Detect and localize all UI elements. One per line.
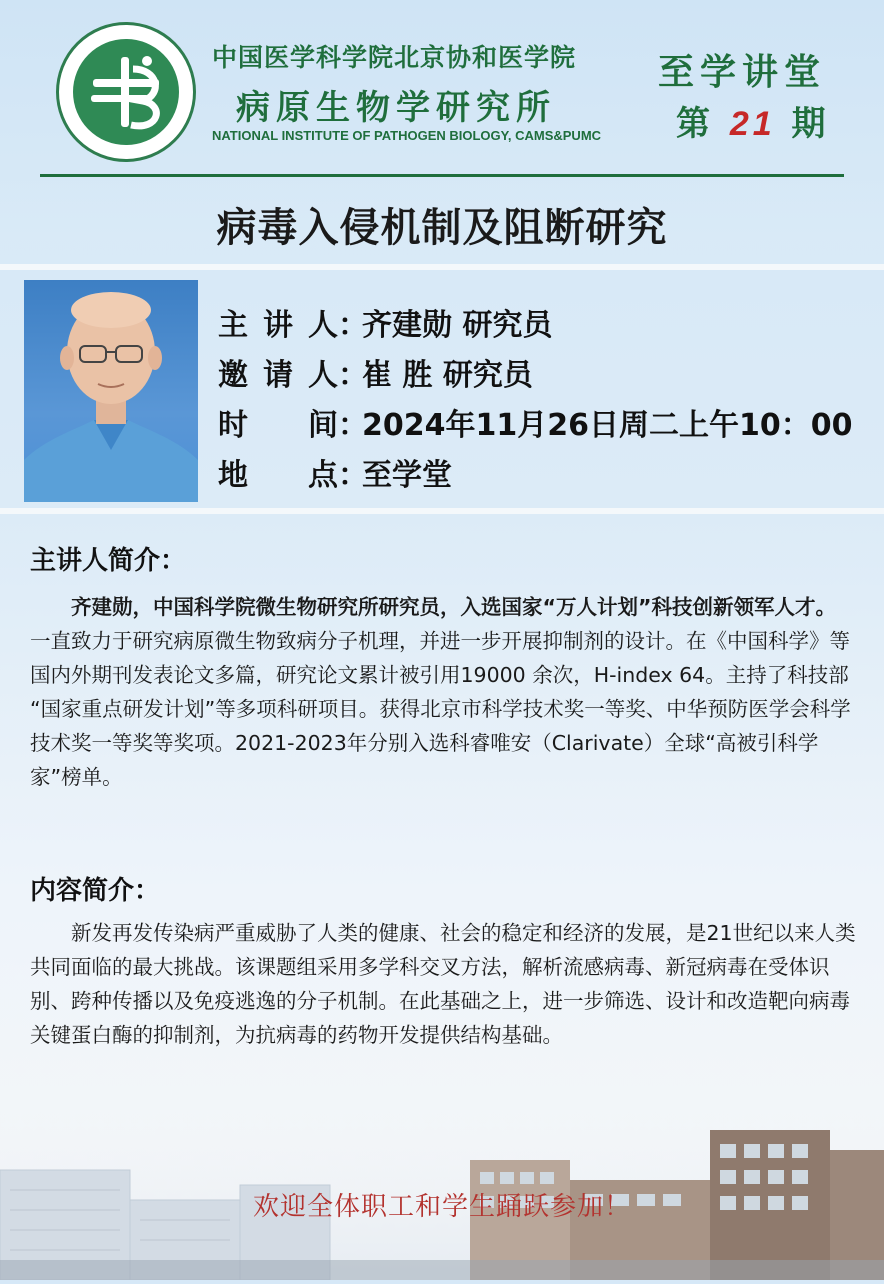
welcome-message: 欢迎全体职工和学生踊跃参加！ xyxy=(252,1192,631,1222)
issue-suffix: 期 xyxy=(791,104,830,144)
institute-name-cn-line1: 中国医学科学院北京协和医学院 xyxy=(212,43,577,72)
info-colon: ： xyxy=(338,408,368,443)
info-value: 至学堂 xyxy=(362,458,452,493)
speaker-bio-lead: 齐建勋，中国科学院微生物研究所研究员，入选国家“万人计划”科技创新领军人才。 xyxy=(71,595,836,619)
speaker-bio-heading: 主讲人简介： xyxy=(30,546,187,576)
info-row-time xyxy=(218,400,853,444)
header xyxy=(0,0,884,251)
info-row-inviter xyxy=(218,350,533,394)
info-value: 齐建勋 研究员 xyxy=(362,308,553,343)
info-colon: ： xyxy=(338,358,368,393)
info-label: 时 间 xyxy=(218,408,338,443)
institute-logo xyxy=(56,22,196,162)
issue-number: 21 xyxy=(729,105,776,143)
speaker-bio-body: 一直致力于研究病原微生物致病分子机理，并进一步开展抑制剂的设计。在《中国科学》等国内外期刊发表论文多篇，研究论文累计被引用19000 余次，H-index 64。主持了科技部 “国家重点研发计划”等多项科研项目。获得北京市科学技术奖一等奖、中华预防医学会科学技术奖一等奖等奖项。2021-2023年分别入选科睿唯安（Clarivate）全球“高被引科学家”榜单。 xyxy=(30,629,851,789)
issue-prefix: 第 xyxy=(676,104,714,144)
speaker-bio-text xyxy=(30,590,856,794)
info-row-speaker xyxy=(218,300,552,344)
logo-emblem-icon xyxy=(73,39,179,145)
content-intro-heading: 内容简介： xyxy=(30,876,161,906)
speaker-photo xyxy=(24,280,198,502)
info-value: 2024年11月26日周二上午10：00 xyxy=(362,408,853,443)
institute-name-cn-line2: 病原生物学研究所 xyxy=(236,88,556,128)
info-value: 崔 胜 研究员 xyxy=(362,358,533,393)
content-intro-text: 新发再发传染病严重威胁了人类的健康、社会的稳定和经济的发展，是21世纪以来人类共同面临的最大挑战。该课题组采用多学科交叉方法，解析流感病毒、新冠病毒在受体识别、跨种传播以及免疫逃逸的分子机制。在此基础之上，进一步筛选、设计和改造靶向病毒关键蛋白酶的抑制剂，为抗病毒的药物开发提供结构基础。 xyxy=(30,921,856,1047)
institute-name-en: NATIONAL INSTITUTE OF PATHOGEN BIOLOGY, CAMS&PUMC xyxy=(212,128,602,143)
info-label: 地 点 xyxy=(218,458,338,493)
info-label: 主讲人 xyxy=(218,308,338,343)
info-label: 邀请人 xyxy=(218,358,338,393)
lecture-info xyxy=(0,270,884,508)
issue-label xyxy=(676,96,830,145)
series-name: 至学讲堂 xyxy=(658,51,827,93)
header-divider xyxy=(40,174,844,177)
info-row-location xyxy=(218,450,452,494)
info-colon: ： xyxy=(338,308,368,343)
info-colon: ： xyxy=(338,458,368,493)
talk-title: 病毒入侵机制及阻断研究 xyxy=(216,205,668,251)
band-separator xyxy=(0,508,884,514)
